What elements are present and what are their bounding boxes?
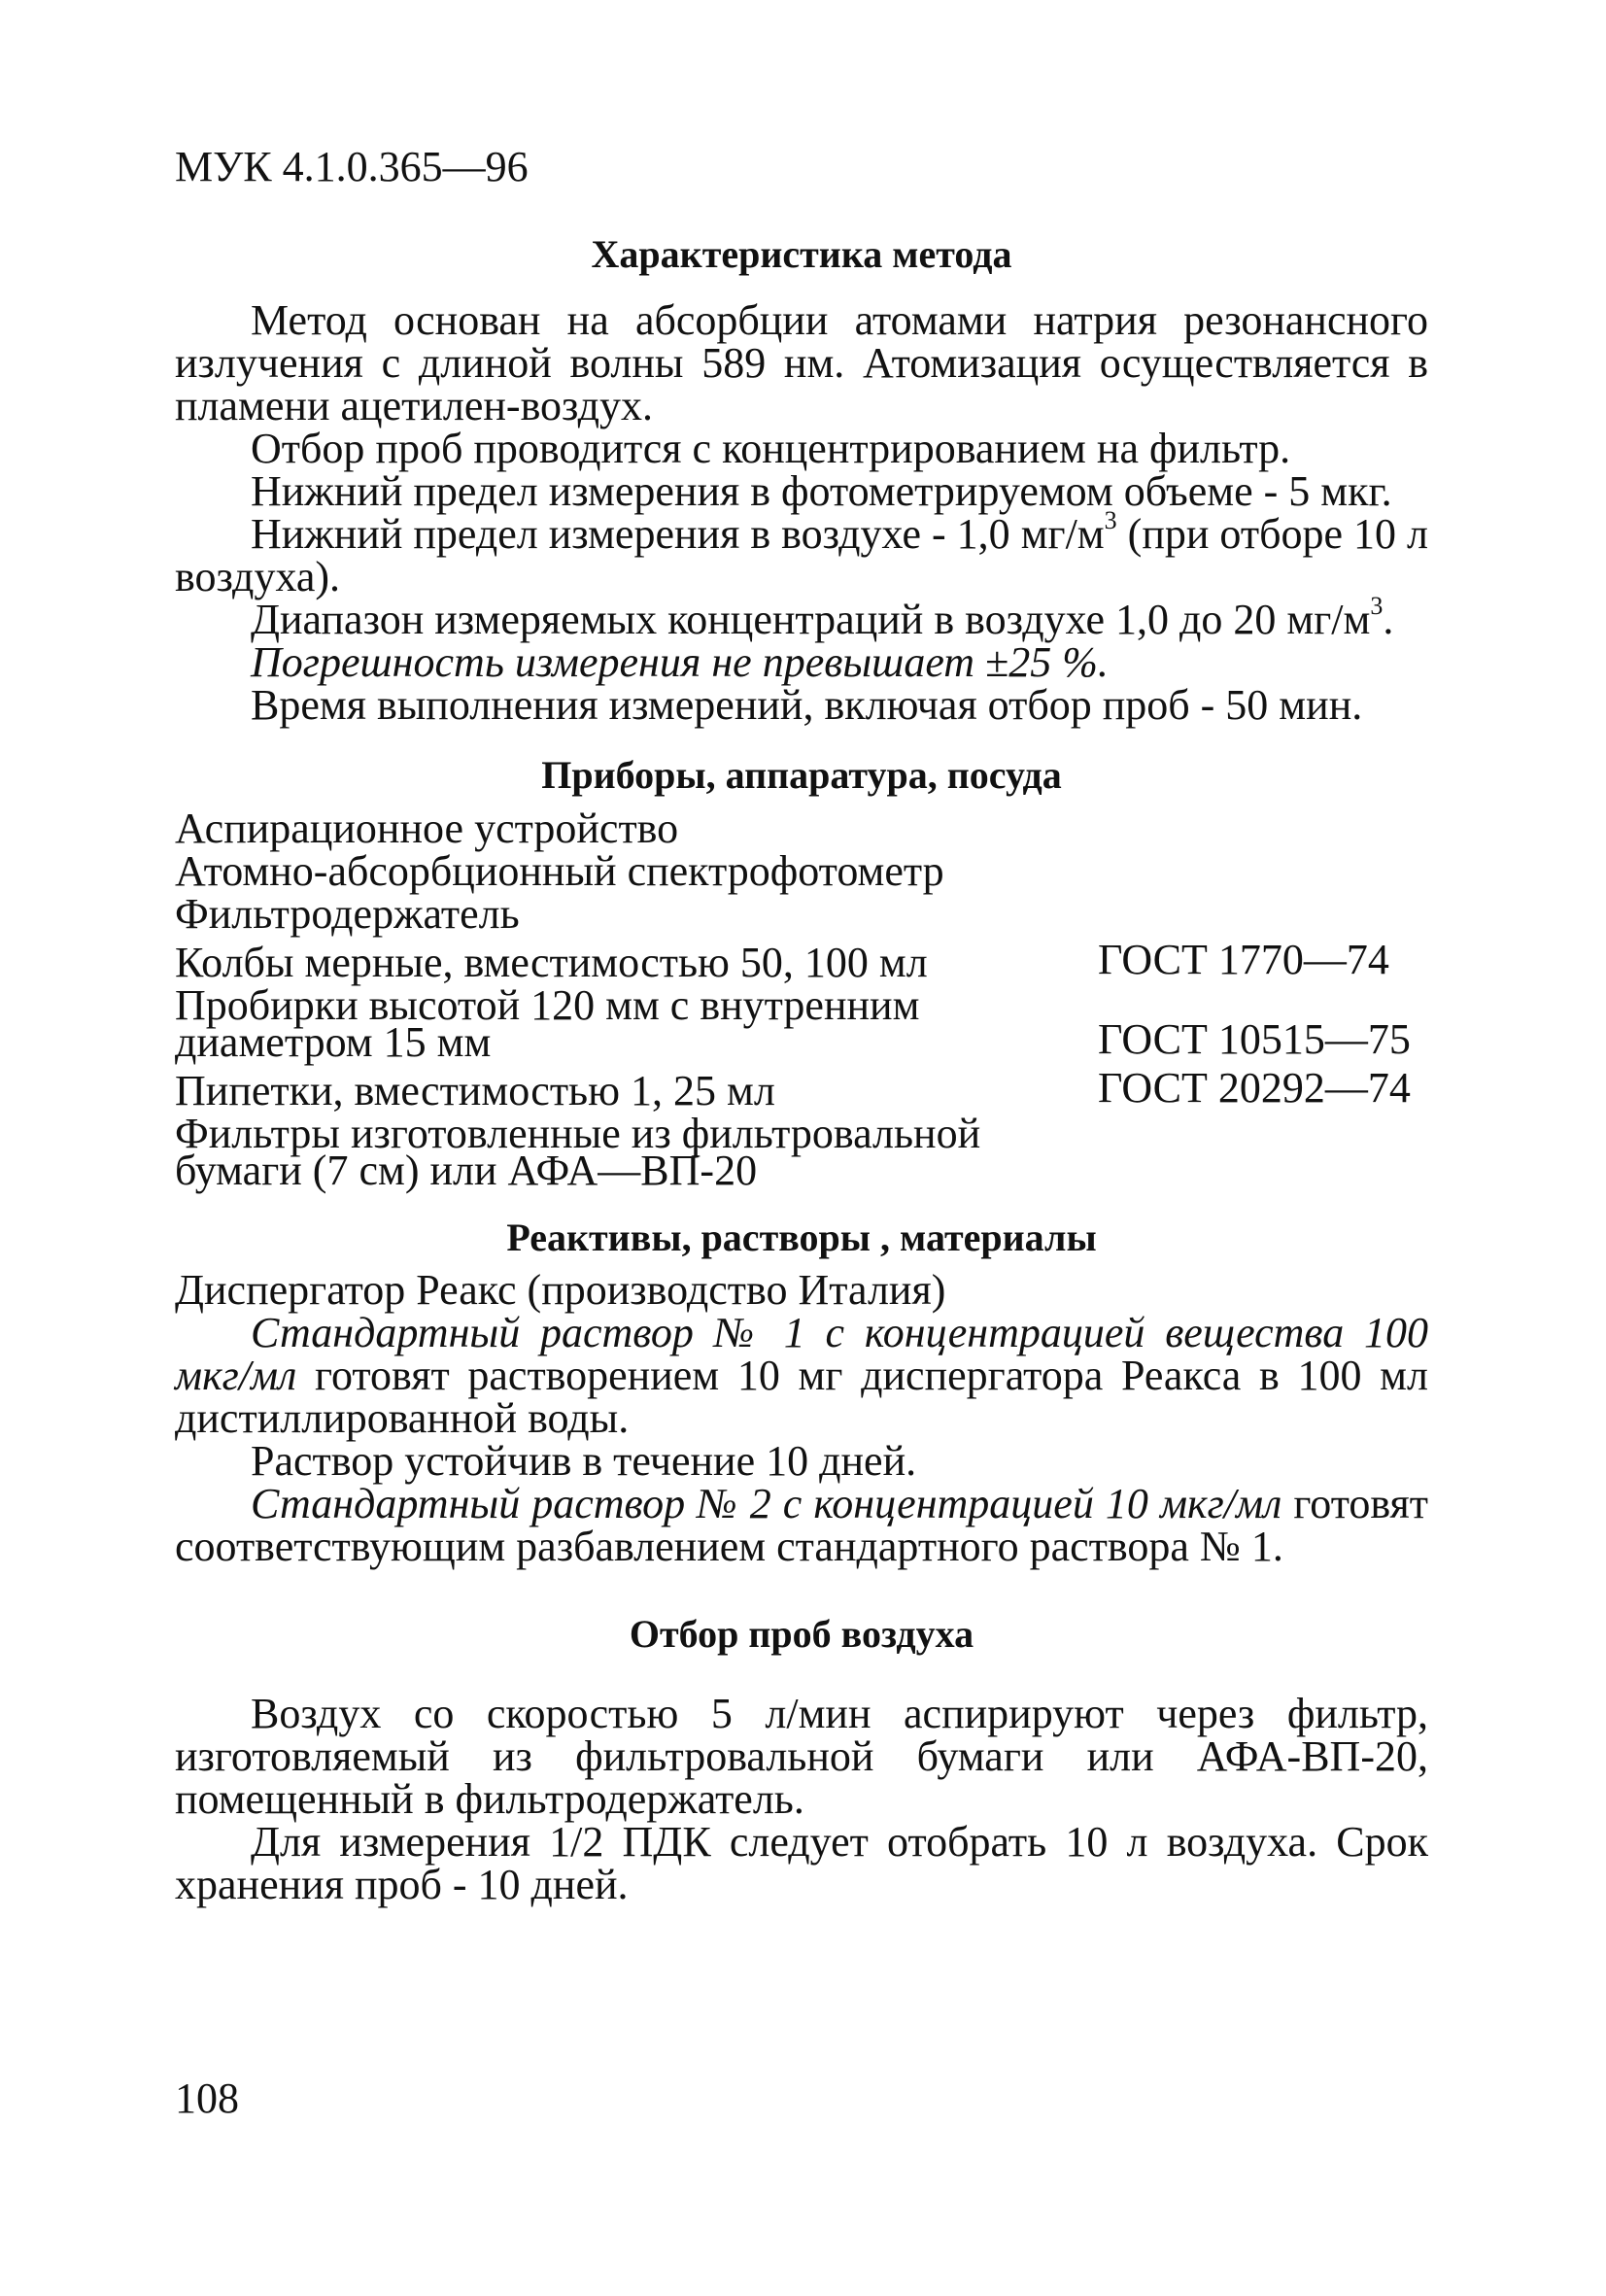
page-number: 108: [175, 2074, 239, 2122]
document-code-header: МУК 4.1.0.365—96: [175, 143, 529, 190]
equipment-row: [175, 936, 1428, 986]
method-paragraph-1: Метод основан на абсорбции атомами натрия резонансного излучения с длиной волны 589 нм. Атомизация осуществляется в пламени ацетилен-воздух.: [175, 296, 1428, 429]
method-paragraph-4: [175, 506, 1428, 600]
section-title-reagents: Реактивы, растворы , материалы: [506, 1216, 1097, 1259]
equipment-name: Колбы мерные, вместимостью 50, 100 мл: [175, 939, 928, 986]
reagents-paragraph-1: Диспергатор Реакс (производство Италия): [175, 1266, 946, 1314]
superscript-3: 3: [1104, 506, 1117, 535]
page-body: [175, 143, 1428, 1908]
equipment-name: Пробирки высотой 120 мм с внутренним диаметром 15 мм: [175, 981, 920, 1066]
equipment-row: [175, 981, 1428, 1066]
method-paragraph-5: [175, 592, 1428, 643]
equipment-gost: ГОСТ 10515—75: [1098, 1015, 1411, 1063]
section-title-equipment: Приборы, аппаратура, посуда: [541, 753, 1062, 797]
reagents-p4-text: готовят соответствующим разбавлением стандартного раствора № 1.: [175, 1480, 1428, 1570]
equipment-name: Аспирационное устройство: [175, 805, 679, 852]
section-title-sampling: Отбор проб воздуха: [629, 1612, 974, 1656]
method-paragraph-7: Время выполнения измерений, включая отбор проб - 50 мин.: [251, 681, 1363, 729]
equipment-name: Атомно-абсорбционный спектрофотометр: [175, 847, 944, 895]
reagents-p2-text: готовят растворением 10 мг диспергатора Реакса в 100 мл дистиллированной воды.: [175, 1352, 1428, 1442]
method-p4-tail: (при отборе 10 л воздуха).: [175, 510, 1428, 600]
equipment-list: [175, 805, 1428, 1194]
method-paragraph-3: Нижний предел измерения в фотометрируемом объеме - 5 мкг.: [251, 467, 1392, 515]
equipment-name: Пипетки, вместимостью 1, 25 мл: [175, 1067, 775, 1114]
standard-solution-2: Стандартный раствор № 2 с концентрацией 10 мкг/мл: [251, 1480, 1282, 1527]
method-paragraph-2: Отбор проб проводится с концентрированием на фильтр.: [251, 425, 1291, 472]
equipment-row: [175, 847, 1428, 895]
equipment-row: [175, 1064, 1428, 1114]
equipment-row: [175, 1110, 1428, 1194]
sampling-paragraph-1: Воздух со скоростью 5 л/мин аспирируют через фильтр, изготовляемый из фильтровальной бумаги или АФА-ВП-20, помещенный в фильтродержатель.: [175, 1690, 1428, 1823]
standard-solution-1: Стандартный раствор № 1 с концентрацией вещества 100 мкг/мл: [175, 1309, 1428, 1399]
equipment-row: [175, 805, 1428, 852]
equipment-name: Фильтродержатель: [175, 890, 520, 938]
equipment-name: Фильтры изготовленные из фильтровальной бумаги (7 см) или АФА—ВП-20: [175, 1110, 981, 1194]
equipment-gost: ГОСТ 1770—74: [1098, 936, 1389, 983]
method-p5-tail: .: [1383, 596, 1394, 643]
section-title-method: Характеристика метода: [591, 232, 1012, 276]
reagents-paragraph-4: [175, 1480, 1428, 1570]
equipment-row: [175, 890, 1428, 938]
superscript-3: 3: [1370, 592, 1384, 621]
method-paragraph-6: [175, 638, 1428, 686]
error-statement: Погрешность измерения не превышает ±25 %.: [251, 638, 1109, 686]
sampling-paragraph-2: Для измерения 1/2 ПДК следует отобрать 10 л воздуха. Срок хранения проб - 10 дней.: [175, 1818, 1428, 1908]
method-p4-text: Нижний предел измерения в воздухе - 1,0 мг/м: [251, 510, 1105, 558]
method-p5-text: Диапазон измеряемых концентраций в воздухе 1,0 до 20 мг/м: [251, 596, 1371, 643]
reagents-paragraph-2: [175, 1309, 1428, 1442]
reagents-paragraph-3: Раствор устойчив в течение 10 дней.: [251, 1437, 917, 1485]
equipment-gost: ГОСТ 20292—74: [1098, 1064, 1411, 1112]
